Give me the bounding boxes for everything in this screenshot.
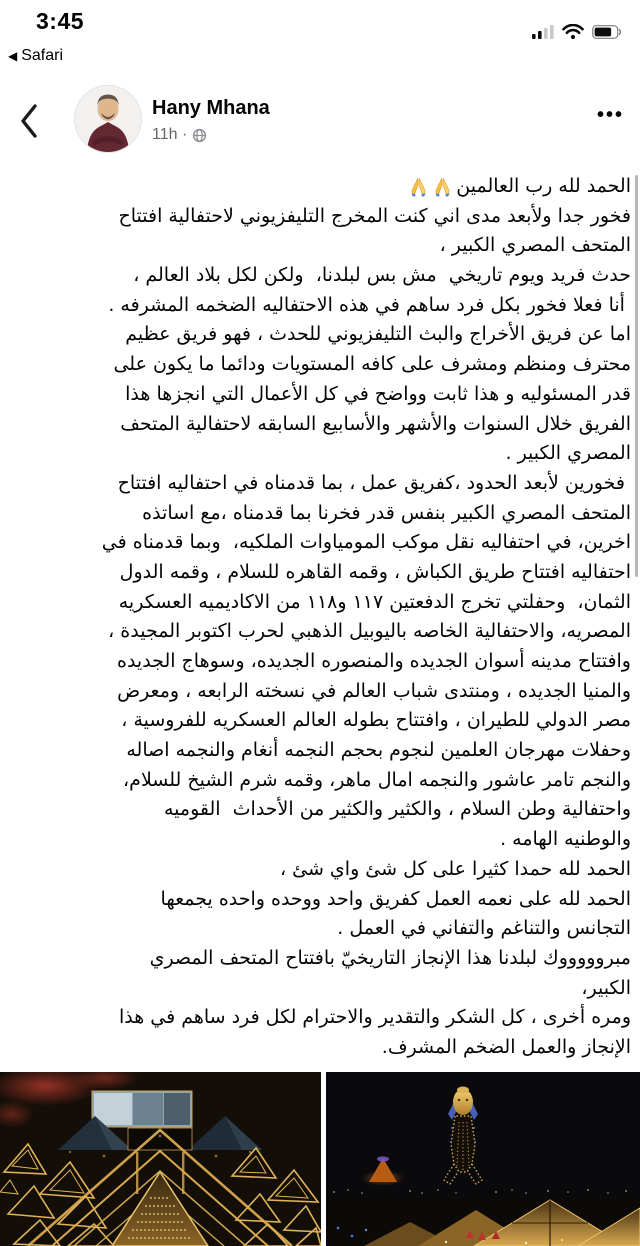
post-text-line: التجانس والتناغم والتفاني في العمل . (337, 917, 631, 940)
battery-icon (592, 25, 622, 39)
post-image-drone-show[interactable] (326, 1072, 640, 1246)
post-text-line: فخور جدا ولأبعد مدى اني كنت المخرج التليفزيوني لاحتفالية افتتاح (118, 204, 631, 227)
back-to-app-icon: ◀ (8, 49, 18, 63)
wifi-icon (562, 24, 584, 40)
post-text-line: محترف ومنظم ومشرف على كافه المستويات ودائما ما يكون على (113, 353, 631, 376)
post-text-line: الحمد لله رب العالمين (12, 172, 631, 202)
post-image-museum-facade[interactable] (0, 1072, 321, 1246)
post-text-line: فخورين لأبعد الحدود ،كفريق عمل ، بما قدمناه في احتفاليه افتتاح (117, 471, 631, 494)
post-text-line: الحمد لله على نعمه العمل كفريق واحد ووحده واحده يجمعها (160, 887, 631, 910)
post-text-line: والمنيا الجديده ، ومنتدى شباب العالم في نسخته الرابعه ، ومعرض (117, 679, 631, 702)
back-to-app-label: Safari (21, 47, 64, 64)
post-text-line: الحمد لله حمدا كثيرا على كل شئ واي شئ ، (279, 857, 631, 880)
cellular-signal-icon (532, 25, 554, 39)
post-text-line: والوطنيه الهامه . (500, 828, 631, 851)
post-text-line: اخرين، في احتفاليه نقل موكب المومياوات الملكيه، وبما قدمناه في (101, 531, 631, 554)
post-text-line: حدث فريد ويوم تاريخي مش بس لبلدنا، ولكن لكل بلاد العالم ، (133, 264, 631, 287)
user-name[interactable]: Hany Mhana (152, 97, 270, 119)
post-text-line: المصري الكبير . (505, 442, 631, 465)
post-text-line: الثمان، وحفلتي تخرج الدفعتين ١١٧ و١١٨ من الاكاديميه العسكريه (118, 590, 631, 613)
post-text-line: احتفاليه افتتاح طريق الكباش ، وقمه القاهره للسلام ، وقمه الدول (119, 560, 631, 583)
back-to-safari-link[interactable] (8, 47, 63, 65)
post-text-line: الفريق خلال السنوات والأشهر والأسابيع السابقه لاحتفالية المتحف (120, 412, 631, 435)
privacy-globe-icon (192, 128, 207, 143)
post-text-line: الكبير، (581, 976, 631, 999)
post-text-line: اما عن فريق الأخراج والبث التليفزيوني للحدث ، فهو فريق عظيم (125, 323, 631, 346)
post-text-line: المتحف المصري الكبير ، (439, 234, 631, 257)
post-text-line: أنا فعلا فخور بكل فرد ساهم في هذه الاحتفاليه الضخمه المشرفه . (108, 293, 631, 316)
post-meta (152, 126, 207, 144)
status-bar-time: 3:45 (36, 8, 85, 34)
post-text-line: وافتتاح مدينه أسوان الجديده والمنصوره الجديده، وسوهاج الجديده (116, 650, 631, 672)
post-text-line: وحفلات مهرجان العلمين لنجوم بحجم النجمه أنغام والنجمه اصاله (126, 739, 631, 762)
post-text-line: مصر الدولي للطيران ، وافتتاح بطوله العالم العسكريه للفروسية ، (121, 709, 631, 732)
back-button[interactable] (20, 103, 38, 139)
post-text-line: مبروووووك لبلدنا هذا الإنجاز التاريخيّ بافتتاح المتحف المصري (149, 946, 631, 969)
post-text-line: المتحف المصري الكبير بنفس قدر فخرنا بما قدمناه ،مع اساتذه (142, 501, 631, 524)
timestamp: 11h · (152, 126, 188, 143)
folded-hands-emoji (407, 176, 454, 199)
avatar[interactable] (74, 85, 142, 153)
post-text-line: قدر المسئوليه و هذا ثابت وواضح في كل الأعمال التي انجزها هذا (125, 382, 631, 405)
post-photos (0, 1072, 640, 1246)
post-text-line: ومره أخرى ، كل الشكر والتقدير والاحترام لكل فرد ساهم في هذا (118, 1006, 631, 1029)
post-text-line: الإنجاز والعمل الضخم المشرف. (381, 1035, 631, 1058)
post-text-line: المصريه، والاحتفالية الخاصه باليوبيل الذهبي لحرب اكتوبر المجيدة ، (108, 620, 631, 643)
post-text (0, 172, 640, 1063)
status-bar-icons (532, 24, 622, 40)
scrollbar-thumb[interactable] (635, 175, 638, 577)
post-text-line: والنجم تامر عاشور والنجمه امال ماهر، وقمه شرم الشيخ للسلام، (123, 768, 631, 791)
post-text-line: واحتفالية وطن السلام ، والكثير والكثير من الأحداث القوميه (163, 798, 631, 821)
post-options-button[interactable]: ••• (596, 104, 624, 126)
